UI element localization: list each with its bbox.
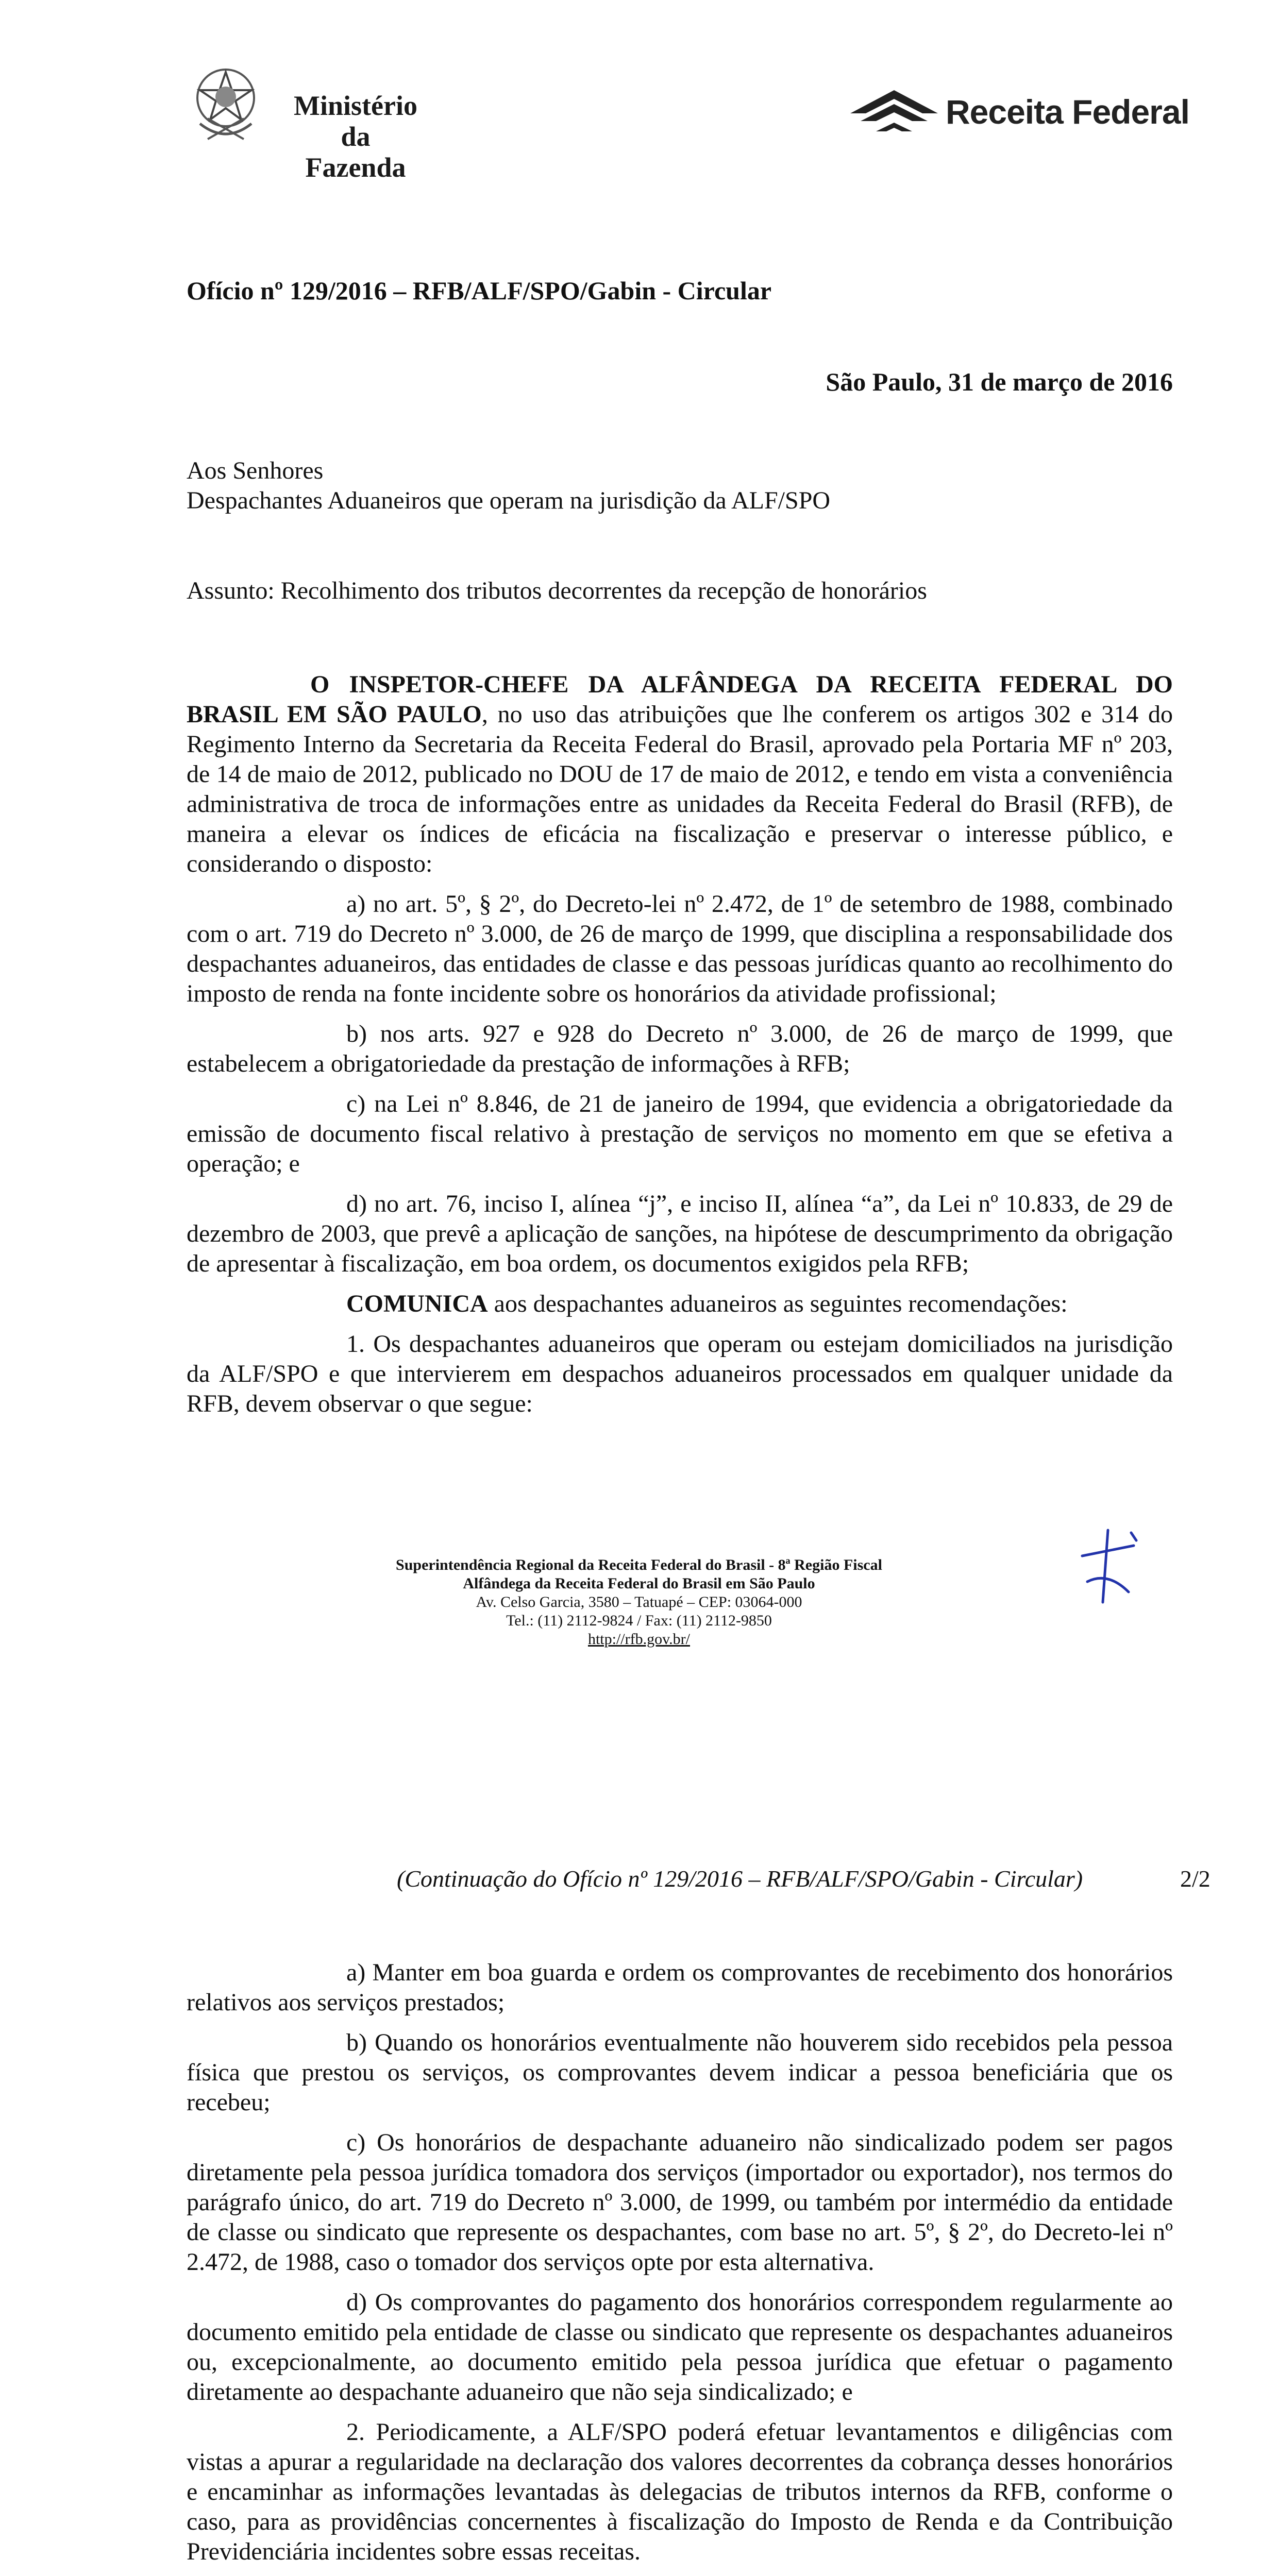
comunica-bold: COMUNICA	[346, 1290, 488, 1317]
intro-paragraph	[187, 670, 1173, 879]
letter-body-page2	[187, 1958, 1173, 2576]
addressee	[187, 456, 1166, 516]
subitem-b: b) Quando os honorários eventualmente não houverem sido recebidos pela pessoa física que prestou os serviços, os comprovantes devem indicar a pessoa beneficiária que os recebeu;	[187, 2029, 1173, 2116]
ministry-name	[278, 90, 433, 183]
subitem-a: a) Manter em boa guarda e ordem os comprovantes de recebimento dos honorários relativos aos serviços prestados;	[187, 1959, 1173, 2016]
coat-of-arms-icon	[184, 62, 267, 144]
page-indicator: 2/2	[1180, 1866, 1210, 1892]
intro-text: , no uso das atribuições que lhe conferem os artigos 302 e 314 do Regimento Interno da Secretaria da Receita Federal do Brasil, aprovado pela Portaria MF nº 203, de 14 de maio de 2012, publicado no DOU de 17 de maio de 2012, e tendo em vista a conveniência administrativa de troca de informações entre as unidades da Receita Federal do Brasil (RFB), de maneira a elevar os índices de eficácia na fiscalização e preservar o interesse público, e considerando o disposto:	[187, 701, 1173, 877]
item-2: 2. Periodicamente, a ALF/SPO poderá efetuar levantamentos e diligências com vistas a apurar a regularidade na declaração dos valores decorrentes da cobrança desses honorários e encaminhar as informações levantadas às delegacias de tributos internos da RFB, conforme o caso, para as providências concernentes à fiscalização do Imposto de Renda e da Contribuição Previdenciária incidentes sobre essas receitas.	[187, 2418, 1173, 2565]
letter-date: São Paulo, 31 de março de 2016	[826, 367, 1173, 396]
footer-line4: Tel.: (11) 2112-9824 / Fax: (11) 2112-9850	[506, 1612, 772, 1629]
brand-name: Receita Federal	[946, 93, 1189, 131]
considerando-d: d) no art. 76, inciso I, alínea “j”, e inciso II, alínea “a”, da Lei nº 10.833, de 29 de dezembro de 2003, que prevê a aplicação de sanções, na hipótese de descumprimento da obrigação de apresentar à fiscalização, em boa ordem, os documentos exigidos pela RFB;	[187, 1190, 1173, 1277]
letter-body-page1	[187, 670, 1173, 1429]
considerando-c: c) na Lei nº 8.846, de 21 de janeiro de 1994, que evidencia a obrigatoriedade da emissão de documento fiscal relativo à prestação de serviços no momento em que se efetiva a operação; e	[187, 1090, 1173, 1177]
ministry-line1: Ministério da	[294, 90, 417, 152]
subject-line: Assunto: Recolhimento dos tributos decorrentes da recepção de honorários	[187, 577, 927, 604]
considerando-a: a) no art. 5º, § 2º, do Decreto-lei nº 2.472, de 1º de setembro de 1988, combinado com o art. 719 do Decreto nº 3.000, de 26 de março de 1999, que disciplina a responsabilidade dos despachantes aduaneiros, das entidades de classe e das pessoas jurídicas quanto ao recolhimento do imposto de renda na fonte incidente sobre os honorários da atividade profissional;	[187, 890, 1173, 1007]
footer-page1	[330, 1556, 948, 1649]
item-1: 1. Os despachantes aduaneiros que operam ou estejam domiciliados na jurisdição da ALF/SPO e que intervierem em despachos aduaneiros processados em qualquer unidade da RFB, devem observar o que segue:	[187, 1330, 1173, 1417]
considerando-b: b) nos arts. 927 e 928 do Decreto nº 3.000, de 26 de março de 1999, que estabelecem a obrigatoriedade da prestação de informações à RFB;	[187, 1020, 1173, 1077]
addressee-line2: Despachantes Aduaneiros que operam na jurisdição da ALF/SPO	[187, 487, 831, 514]
footer-line2: Alfândega da Receita Federal do Brasil em São Paulo	[463, 1575, 815, 1592]
comunica-text: aos despachantes aduaneiros as seguintes recomendações:	[487, 1290, 1068, 1317]
footer-link[interactable]: http://rfb.gov.br/	[587, 1631, 691, 1648]
subitem-c: c) Os honorários de despachante aduaneiro não sindicalizado podem ser pagos diretamente pela pessoa jurídica tomadora dos serviços (importador ou exportador), nos termos do parágrafo único, do art. 719 do Decreto nº 3.000, de 1999, ou também por intermédio da entidade de classe ou sindicato que represente os despachantes, com base no art. 5º, § 2º, do Decreto-lei nº 2.472, de 1988, caso o tomador dos serviços opte por esta alternativa.	[187, 2129, 1173, 2276]
footer-line3: Av. Celso Garcia, 3580 – Tatuapé – CEP: 03064-000	[476, 1594, 802, 1611]
receita-federal-logo-icon	[845, 82, 943, 144]
handwritten-initials-icon	[1072, 1525, 1144, 1607]
subitem-d: d) Os comprovantes do pagamento dos honorários correspondem regularmente ao documento emitido pela entidade de classe ou sindicato que represente os despachantes aduaneiros ou, excepcionalmente, ao documento emitido pela pessoa jurídica que efetuar o pagamento diretamente ao despachante aduaneiro que não seja sindicalizado; e	[187, 2289, 1173, 2405]
comunica-paragraph	[187, 1289, 1173, 1319]
continuation-header: (Continuação do Ofício nº 129/2016 – RFB/ALF/SPO/Gabin - Circular)	[397, 1866, 1083, 1892]
footer-line1: Superintendência Regional da Receita Federal do Brasil - 8ª Região Fiscal	[396, 1556, 882, 1573]
intro-bold: O INSPETOR-CHEFE DA ALFÂNDEGA DA RECEITA FEDERAL DO BRASIL EM SÃO PAULO	[187, 671, 1173, 728]
addressee-line1: Aos Senhores	[187, 457, 324, 484]
ministry-line2: Fazenda	[305, 152, 406, 183]
oficio-number: Ofício nº 129/2016 – RFB/ALF/SPO/Gabin - Circular	[187, 276, 772, 305]
